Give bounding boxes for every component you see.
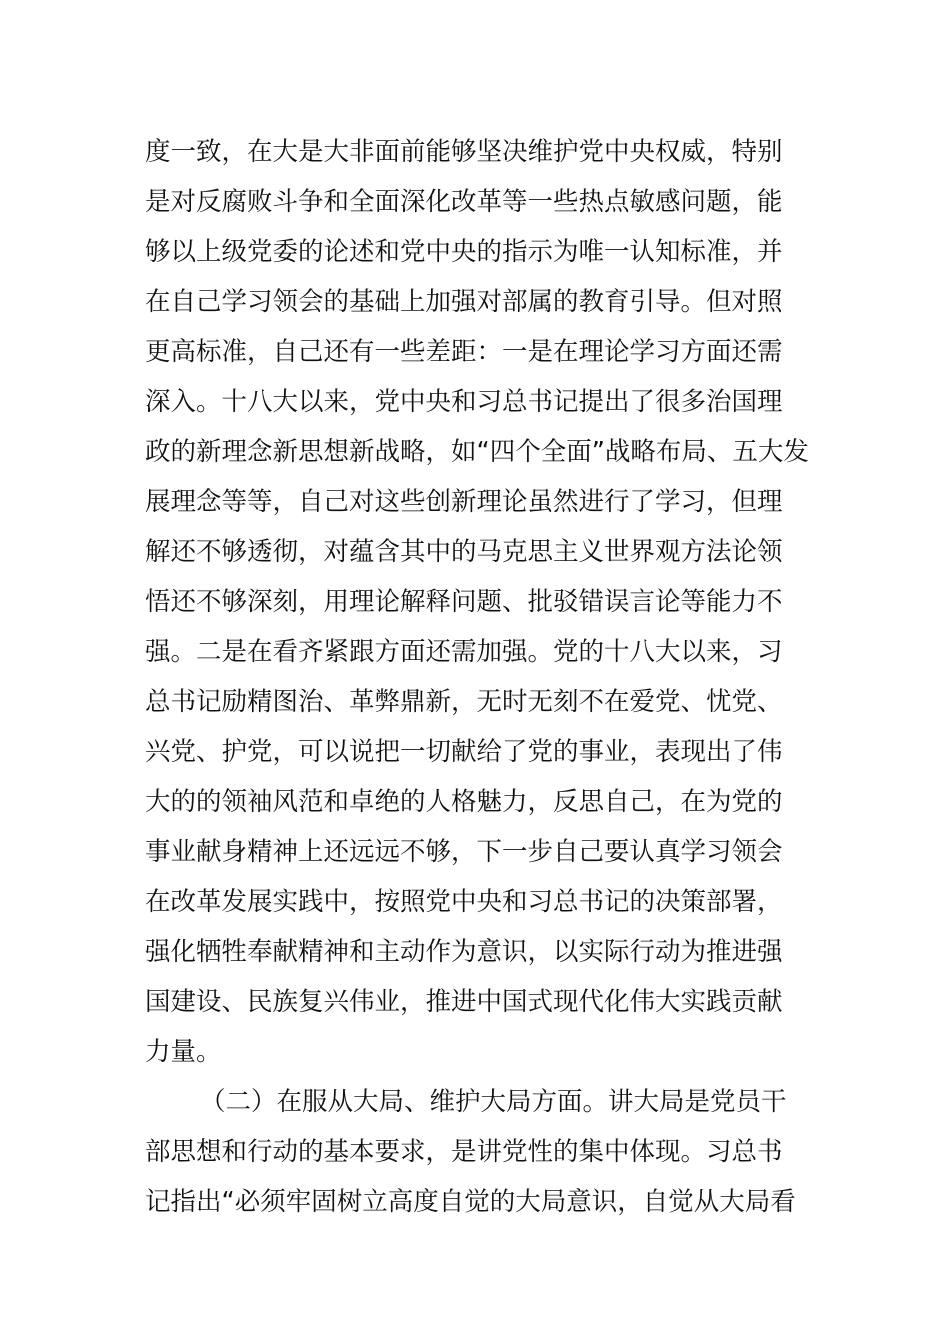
text-line: 强。二是在看齐紧跟方面还需加强。党的十八大以来，习 — [145, 637, 783, 667]
section-heading-line: （二）在服从大局、维护大局方面。讲大局是党员干 — [200, 1087, 787, 1117]
text-line: 政的新理念新思想新战略，如“四个全面”战略布局、五大发 — [145, 437, 809, 467]
text-line: 更高标准，自己还有一些差距：一是在理论学习方面还需 — [145, 337, 783, 367]
text-line: 国建设、民族复兴伟业，推进中国式现代化伟大实践贡献 — [145, 987, 783, 1017]
text-line: 在自己学习领会的基础上加强对部属的教育引导。但对照 — [145, 287, 783, 317]
text-line: 部思想和行动的基本要求，是讲党性的集中体现。习总书 — [145, 1137, 783, 1167]
text-line: 兴党、护党，可以说把一切献给了党的事业，表现出了伟 — [145, 737, 783, 767]
text-line: 是对反腐败斗争和全面深化改革等一些热点敏感问题，能 — [145, 187, 783, 217]
text-line: 展理念等等，自己对这些创新理论虽然进行了学习，但理 — [145, 487, 783, 517]
text-line: 事业献身精神上还远远不够，下一步自己要认真学习领会 — [145, 837, 783, 867]
text-line: 强化牺牲奉献精神和主动作为意识，以实际行动为推进强 — [145, 937, 783, 967]
text-line: 悟还不够深刻，用理论解释问题、批驳错误言论等能力不 — [145, 587, 783, 617]
text-line: 深入。十八大以来，党中央和习总书记提出了很多治国理 — [145, 387, 783, 417]
text-line: 度一致，在大是大非面前能够坚决维护党中央权威，特别 — [145, 137, 783, 167]
text-line: 总书记励精图治、革弊鼎新，无时无刻不在爱党、忧党、 — [145, 687, 783, 717]
text-line: 力量。 — [145, 1037, 222, 1067]
text-line: 解还不够透彻，对蕴含其中的马克思主义世界观方法论领 — [145, 537, 783, 567]
text-line: 在改革发展实践中，按照党中央和习总书记的决策部署， — [145, 887, 783, 917]
text-line: 记指出“必须牢固树立高度自觉的大局意识，自觉从大局看 — [145, 1187, 796, 1217]
text-line: 大的的领袖风范和卓绝的人格魅力，反思自己，在为党的 — [145, 787, 783, 817]
text-line: 够以上级党委的论述和党中央的指示为唯一认知标准，并 — [145, 237, 783, 267]
